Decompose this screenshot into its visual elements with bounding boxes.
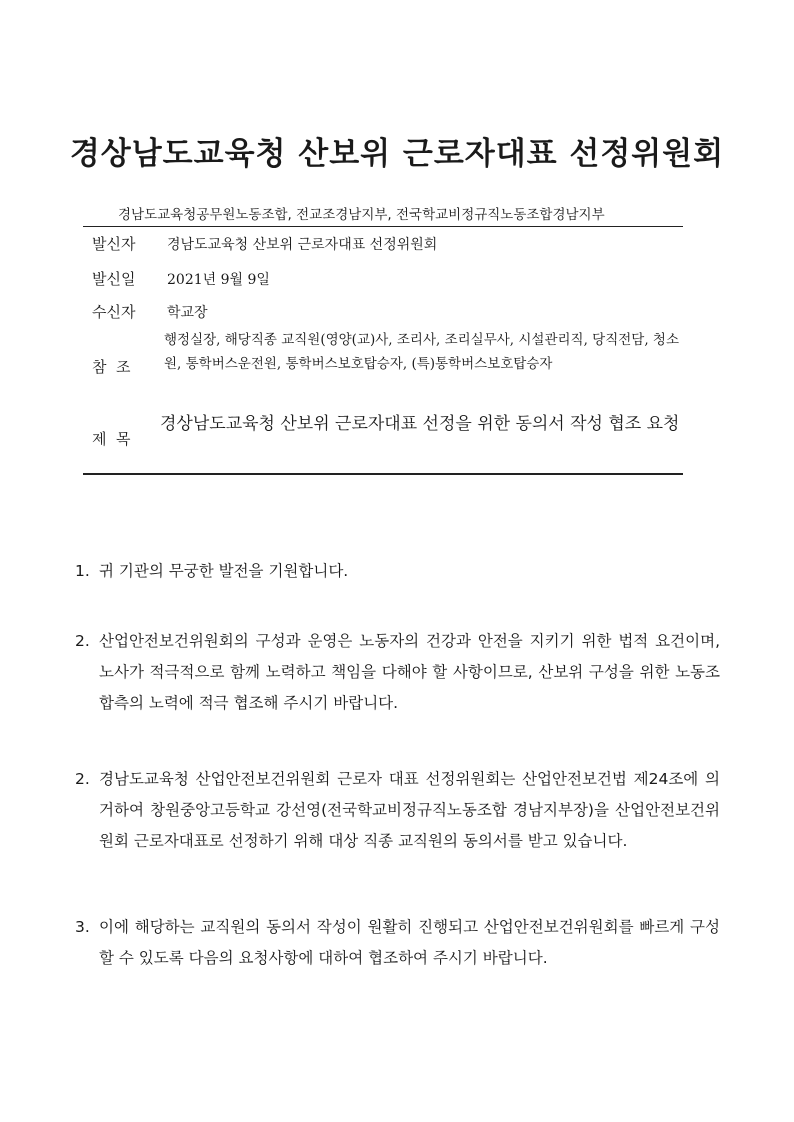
paragraph-number: 2.	[75, 632, 90, 650]
paragraph	[75, 912, 720, 974]
date-label: 발신일	[92, 270, 136, 288]
paragraph-number: 3.	[75, 918, 90, 936]
paragraph-text: 귀 기관의 무궁한 발전을 기원합니다.	[99, 562, 349, 580]
paragraph-number: 1.	[75, 562, 90, 580]
paragraph	[75, 626, 720, 719]
recipients-line: 경남도교육청공무원노동조합, 전교조경남지부, 전국학교비정규직노동조합경남지부	[118, 207, 605, 223]
receiver-label: 수신자	[92, 303, 136, 321]
receiver-value: 학교장	[167, 305, 208, 321]
reference-label: 참 조	[92, 358, 131, 376]
subject-value: 경상남도교육청 산보위 근로자대표 선정을 위한 동의서 작성 협조 요청	[160, 414, 680, 434]
paragraph-text: 산업안전보건위원회의 구성과 운영은 노동자의 건강과 안전을 지키기 위한 법적 요건이며, 노사가 적극적으로 함께 노력하고 책임을 다해야 할 사항이므로, 산보위 구성을 위한 노동조합측의 노력에 적극 협조해 주시기 바랍니다.	[99, 632, 720, 712]
date-value: 2021년 9월 9일	[167, 272, 270, 288]
paragraph	[75, 764, 720, 857]
header-bottom-rule	[83, 473, 683, 475]
subject-label: 제 목	[92, 430, 131, 448]
paragraph	[75, 556, 720, 587]
header-top-rule	[83, 226, 683, 227]
paragraph-text: 이에 해당하는 교직원의 동의서 작성이 원활히 진행되고 산업안전보건위원회를 빠르게 구성할 수 있도록 다음의 요청사항에 대하여 협조하여 주시기 바랍니다.	[99, 918, 720, 967]
paragraph-number: 2.	[75, 770, 90, 788]
sender-label: 발신자	[92, 235, 136, 253]
reference-value: 행정실장, 해당직종 교직원(영양(교)사, 조리사, 조리실무사, 시설관리직, 당직전담, 청소원, 통학버스운전원, 통학버스보호탑승자, (특)통학버스보호탑승자	[164, 332, 679, 372]
sender-value: 경남도교육청 산보위 근로자대표 선정위원회	[167, 237, 438, 253]
paragraph-text: 경남도교육청 산업안전보건위원회 근로자 대표 선정위원회는 산업안전보건법 제24조에 의거하여 창원중앙고등학교 강선영(전국학교비정규직노동조합 경남지부장)을 산업안전보건위원회 근로자대표로 선정하기 위해 대상 직종 교직원의 동의서를 받고 있습니다.	[99, 770, 720, 850]
document-title: 경상남도교육청 산보위 근로자대표 선정위원회	[69, 136, 725, 172]
